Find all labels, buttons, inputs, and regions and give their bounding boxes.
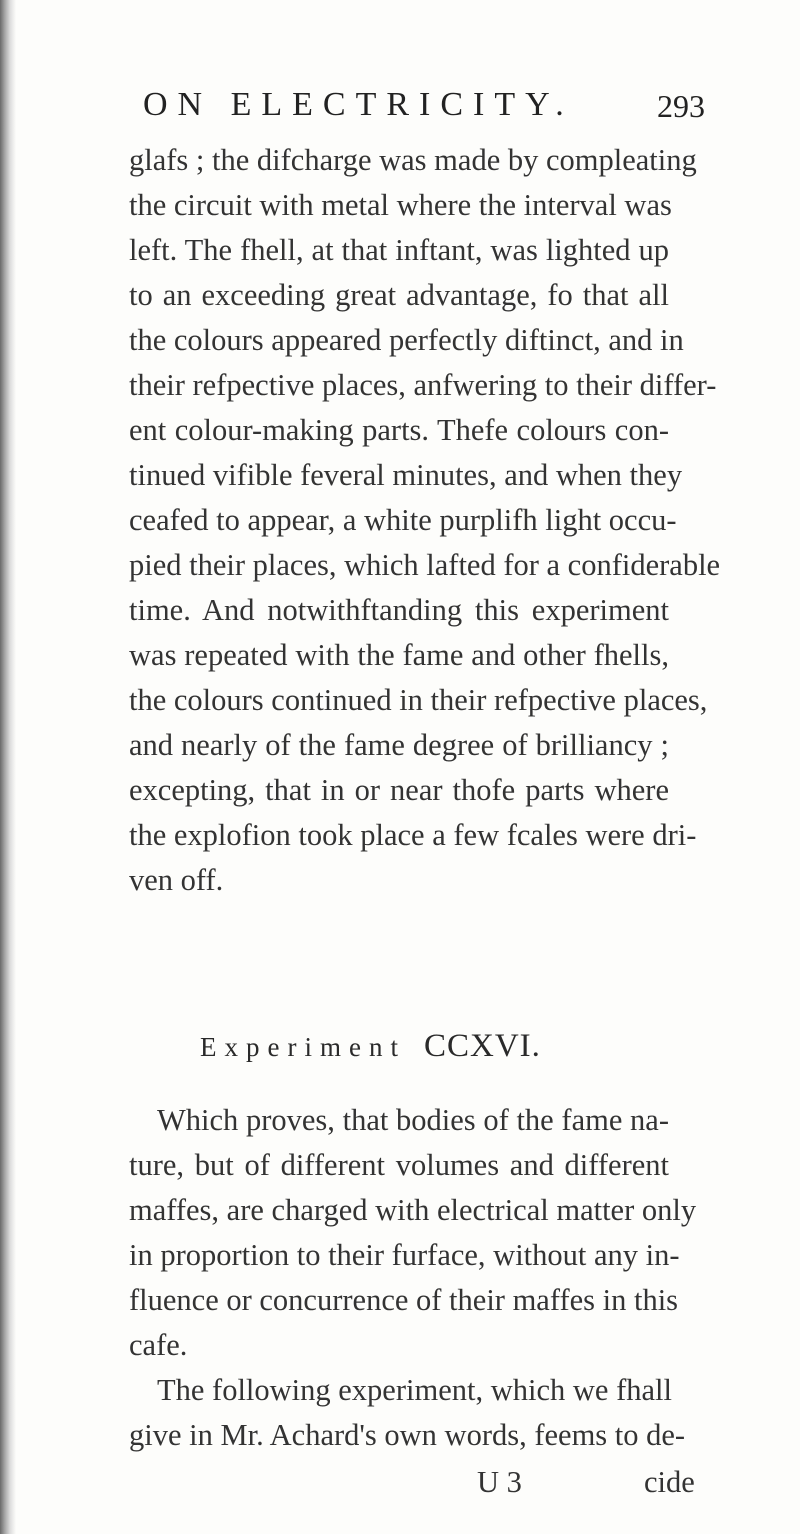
text-line: to an exceeding great advantage, fo that all xyxy=(129,278,669,312)
text-line: maffes, are charged with electrical matter only xyxy=(129,1193,697,1227)
text-line: fluence or concurrence of their maffes in this xyxy=(129,1283,679,1317)
page-number: 293 xyxy=(657,88,705,124)
text-line: the colours appeared perfectly diftinct, and in xyxy=(129,323,684,357)
text-line: ceafed to appear, a white purplifh light occu- xyxy=(129,503,677,537)
text-line: glafs ; the difcharge was made by compleating xyxy=(129,143,697,177)
text-line: ent colour-making parts. Thefe colours con- xyxy=(129,413,669,447)
text-line: their refpective places, anfwering to their differ- xyxy=(129,368,717,402)
text-line: ven off. xyxy=(129,863,224,897)
text-line: The following experiment, which we fhall xyxy=(157,1373,672,1407)
signature-mark: U 3 xyxy=(477,1465,522,1499)
paragraph-2 xyxy=(129,1098,697,1458)
text-line: and nearly of the fame degree of brilliancy ; xyxy=(129,728,669,762)
text-line: in proportion to their furface, without any in- xyxy=(129,1238,680,1272)
text-line: the circuit with metal where the interval was xyxy=(129,188,672,222)
experiment-heading xyxy=(200,1028,630,1065)
page-spine-shadow xyxy=(0,0,16,1534)
page-footer xyxy=(129,1460,695,1505)
text-line: the colours continued in their refpective places, xyxy=(129,683,708,717)
text-line: time. And notwithftanding this experiment xyxy=(129,593,669,627)
text-line: was repeated with the fame and other fhells, xyxy=(129,638,669,672)
catchword: cide xyxy=(644,1465,695,1499)
text-line: cafe. xyxy=(129,1328,188,1362)
page-header xyxy=(143,86,705,126)
text-line: pied their places, which lafted for a confiderable xyxy=(129,548,721,582)
experiment-number: CCXVI. xyxy=(423,1028,541,1064)
text-line: excepting, that in or near thofe parts where xyxy=(129,773,669,807)
text-line: give in Mr. Achard's own words, feems to de- xyxy=(129,1418,686,1452)
text-line: tinued vifible feveral minutes, and when they xyxy=(129,458,683,492)
text-line: ture, but of different volumes and different xyxy=(129,1148,669,1182)
running-title: ON ELECTRICITY. xyxy=(143,86,574,123)
text-line: Which proves, that bodies of the fame na- xyxy=(157,1103,669,1137)
text-line: the explofion took place a few fcales were dri- xyxy=(129,818,697,852)
paragraph-1 xyxy=(129,138,721,903)
text-line: left. The fhell, at that inftant, was lighted up xyxy=(129,233,669,267)
experiment-label: Experiment xyxy=(200,1032,406,1062)
